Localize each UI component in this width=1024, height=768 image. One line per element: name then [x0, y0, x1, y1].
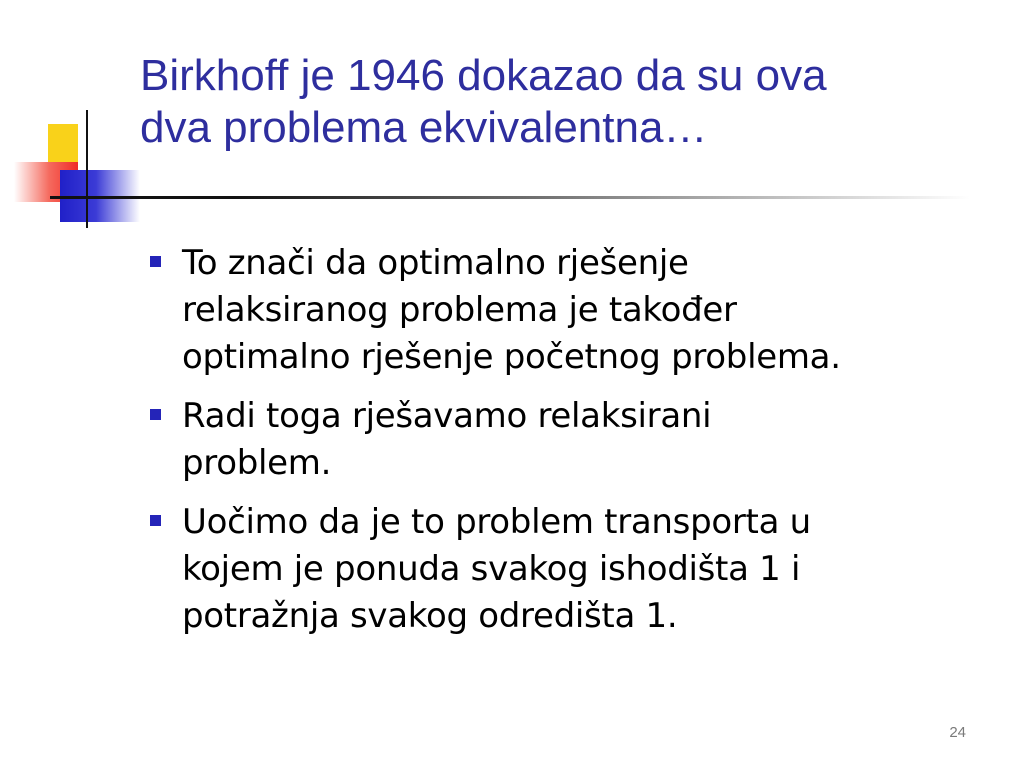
yellow-square-decoration: [48, 124, 78, 164]
bullet-text-line: Radi toga rješavamo relaksirani: [182, 396, 712, 436]
slide-title-line-2: dva problema ekvivalentna…: [140, 103, 708, 152]
bullet-text-line: Uočimo da je to problem transporta u: [182, 502, 811, 542]
bullet-text-line: kojem je ponuda svakog ishodišta 1 i: [182, 549, 801, 589]
bullet-text-line: relaksiranog problema je također: [182, 290, 737, 330]
bullet-text-line: To znači da optimalno rješenje: [182, 243, 689, 283]
bullet-list: [150, 240, 1000, 652]
square-bullet-icon: [150, 256, 161, 267]
corner-ornament: [0, 0, 150, 240]
square-bullet-icon: [150, 409, 161, 420]
bullet-text-line: problem.: [182, 443, 332, 483]
page-number: 24: [949, 724, 966, 741]
square-bullet-icon: [150, 515, 161, 526]
slide-title: [140, 50, 1000, 154]
vertical-line-decoration: [86, 110, 88, 228]
bullet-item: [150, 393, 1000, 487]
bullet-item: [150, 240, 1000, 381]
slide-title-line-1: Birkhoff je 1946 dokazao da su ova: [140, 51, 827, 100]
bullet-text-line: potražnja svakog odredišta 1.: [182, 596, 678, 636]
bullet-text-line: optimalno rješenje početnog problema.: [182, 337, 841, 377]
bullet-item: [150, 499, 1000, 640]
title-underline-rule: [50, 196, 970, 199]
